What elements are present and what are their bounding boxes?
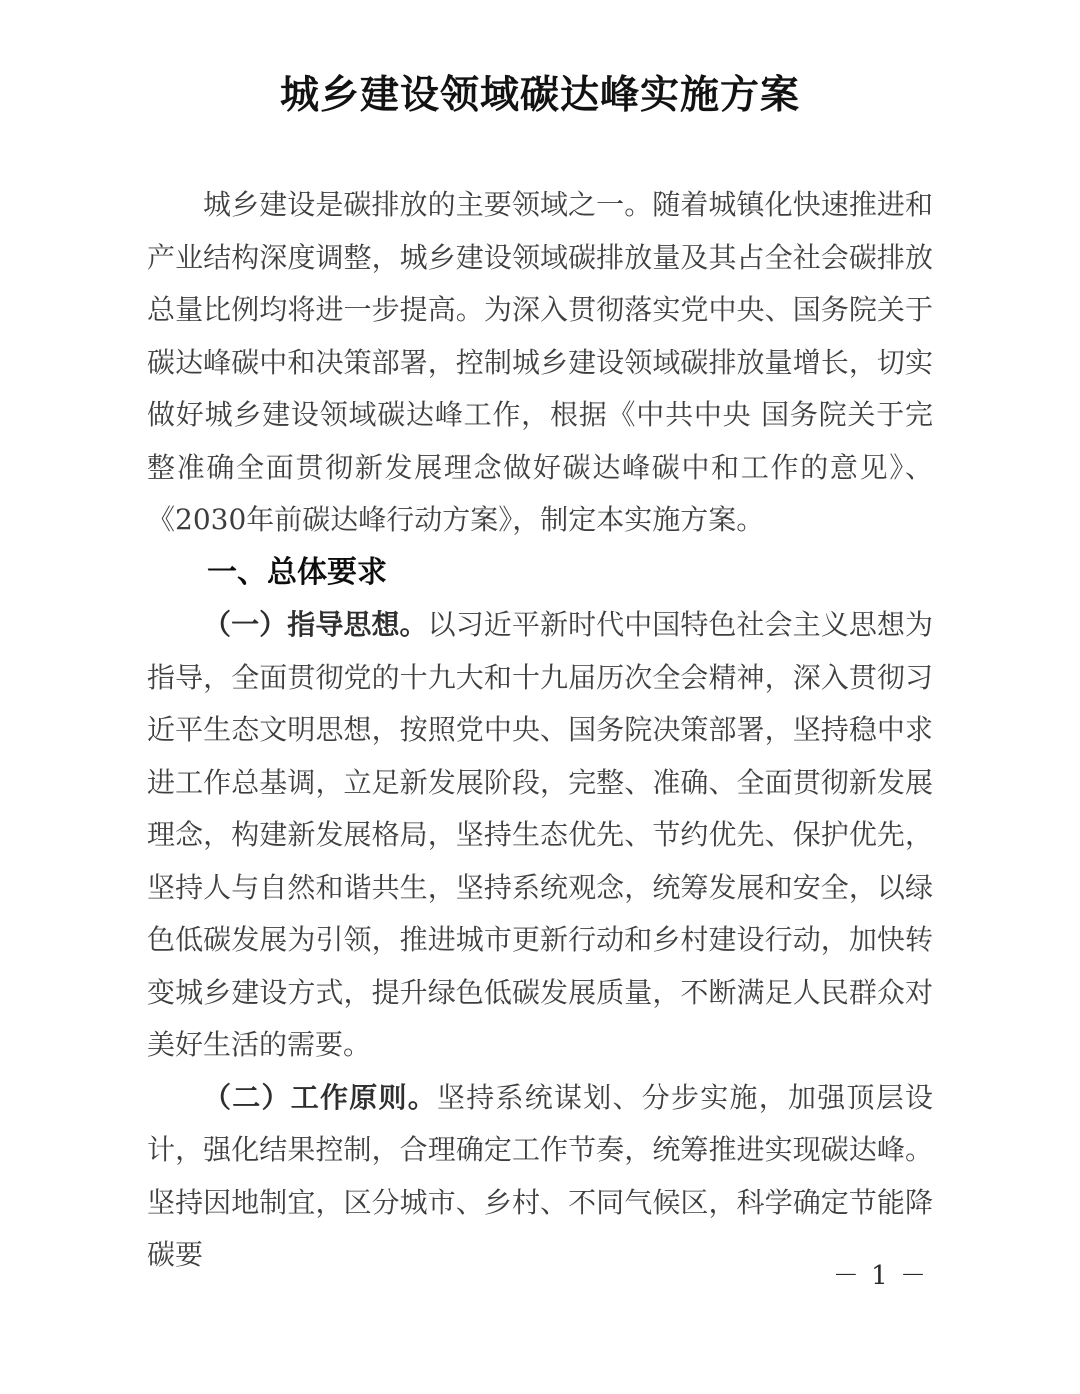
paragraph-guiding-ideology xyxy=(147,599,933,1072)
paragraph-intro: 城乡建设是碳排放的主要领域之一。随着城镇化快速推进和产业结构深度调整，城乡建设领域碳排放量及其占全社会碳排放总量比例均将进一步提高。为深入贯彻落实党中央、国务院关于碳达峰碳中和决策部署，控制城乡建设领域碳排放量增长，切实做好城乡建设领域碳达峰工作，根据《中共中央 国务院关于完整准确全面贯彻新发展理念做好碳达峰碳中和工作的意见》、《2030年前碳达峰行动方案》，制定本实施方案。 xyxy=(147,188,933,536)
document-title: 城乡建设领域碳达峰实施方案 xyxy=(279,72,800,118)
paragraph-lead-work-principles: （二）工作原则。 xyxy=(203,1080,437,1114)
document-body xyxy=(147,179,933,1282)
page-number: － 1 － xyxy=(832,1261,928,1291)
paragraph-text-work-principles: 坚持系统谋划、分步实施，加强顶层设计，强化结果控制，合理确定工作节奏，统筹推进实现碳达峰。坚持因地制宜，区分城市、乡村、不同气候区，科学确定节能降碳要 xyxy=(147,1080,933,1271)
paragraph-lead-guiding-ideology: （一）指导思想。 xyxy=(203,608,428,641)
paragraph-work-principles xyxy=(147,1072,933,1282)
section-heading-overall-requirements: 一、总体要求 xyxy=(207,555,387,589)
paragraph-text-guiding-ideology: 以习近平新时代中国特色社会主义思想为指导，全面贯彻党的十九大和十九届历次全会精神，深入贯彻习近平生态文明思想，按照党中央、国务院决策部署，坚持稳中求进工作总基调，立足新发展阶段，完整、准确、全面贯彻新发展理念，构建新发展格局，坚持生态优先、节约优先、保护优先，坚持人与自然和谐共生，坚持系统观念，统筹发展和安全，以绿色低碳发展为引领，推进城市更新行动和乡村建设行动，加快转变城乡建设方式，提升绿色低碳发展质量，不断满足人民群众对美好生活的需要。 xyxy=(147,608,933,1061)
